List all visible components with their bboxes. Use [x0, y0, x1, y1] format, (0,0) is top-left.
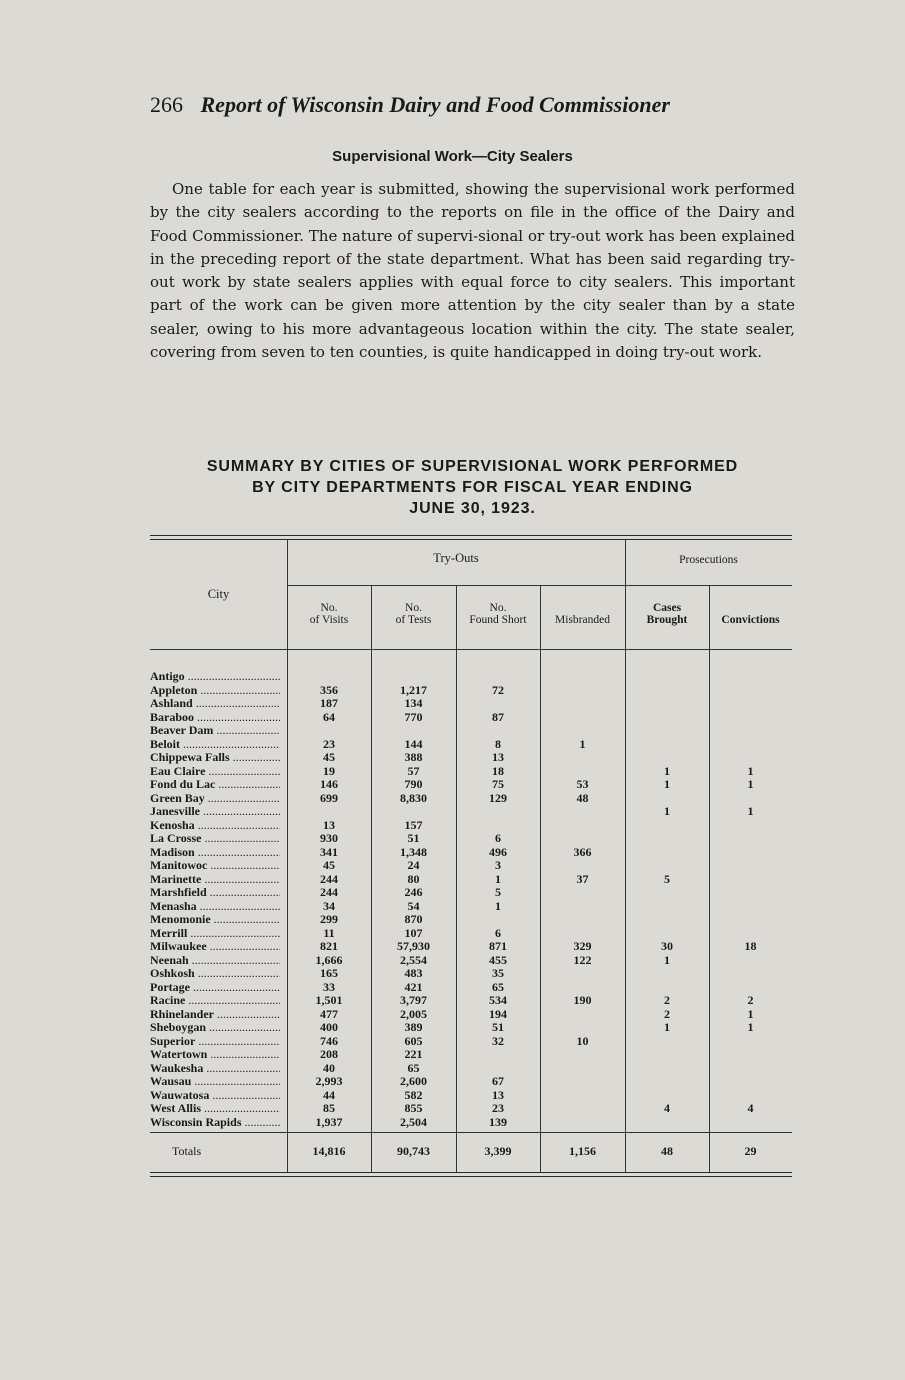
- cell-short: 3: [495, 858, 501, 872]
- cell-short: 18: [492, 763, 504, 778]
- cell-short: 455: [489, 952, 507, 967]
- cell-tests: 483: [404, 966, 423, 980]
- cell-cases: 30: [661, 939, 673, 953]
- header-misbranded: Misbranded: [555, 614, 610, 626]
- cell-cases: 1: [664, 804, 670, 818]
- cell-short: 1: [495, 898, 501, 913]
- cell-visits: 44: [323, 1087, 335, 1102]
- cell-visits: 1,666: [315, 952, 343, 967]
- table-row: [150, 697, 792, 710]
- table-row: [150, 1116, 792, 1129]
- cell-tests: 582: [404, 1087, 423, 1102]
- table-row: [150, 873, 792, 886]
- table-title: [140, 456, 805, 519]
- cell-visits: 64: [323, 709, 335, 724]
- city-name: Ashland .....: [150, 697, 280, 710]
- page-number: 266: [150, 92, 183, 117]
- cell-visits: 45: [323, 750, 335, 764]
- cell-tests: 221: [404, 1047, 423, 1061]
- cell-visits: 13: [323, 817, 335, 832]
- cell-tests: 2,600: [400, 1074, 427, 1088]
- table-title-line-1: SUMMARY BY CITIES OF SUPERVISIONAL WORK PERFORMED: [206, 458, 739, 475]
- cell-visits: 1,937: [315, 1114, 343, 1129]
- table-row: [150, 981, 792, 994]
- cell-short: 13: [492, 750, 504, 764]
- cell-cases: 1: [664, 1020, 670, 1034]
- table-row: [150, 1048, 792, 1061]
- table-row: [150, 805, 792, 818]
- totals-misbranded: 1,156: [569, 1144, 596, 1158]
- cell-misbranded: 37: [576, 871, 589, 886]
- cell-convictions: 18: [744, 939, 757, 953]
- cell-visits: 45: [323, 858, 335, 872]
- header-tryouts: Try-Outs: [433, 551, 479, 565]
- table-row: [150, 940, 792, 953]
- cell-short: 67: [492, 1074, 504, 1088]
- summary-table: [150, 530, 792, 1180]
- cell-tests: 80: [407, 871, 420, 886]
- table-row: [150, 994, 792, 1007]
- cell-tests: 8,830: [400, 790, 427, 805]
- cell-misbranded: 48: [576, 790, 589, 805]
- cell-convictions: 1: [747, 1020, 754, 1034]
- cell-tests: 54: [407, 898, 420, 913]
- cell-cases: 4: [664, 1101, 670, 1115]
- cell-short: 5: [495, 885, 501, 899]
- cell-misbranded: 122: [573, 952, 592, 967]
- cell-tests: 1,348: [400, 844, 427, 859]
- cell-short: 129: [489, 790, 507, 805]
- header-short-line1: No.: [489, 602, 507, 614]
- header-cases: [625, 602, 709, 626]
- table-row: [150, 846, 792, 859]
- cell-tests: 246: [404, 885, 423, 899]
- cell-short: 87: [492, 709, 504, 724]
- table-row: [150, 913, 792, 926]
- city-name: Milwaukee .....: [150, 940, 280, 953]
- city-name: Kenosha .....: [150, 819, 280, 832]
- cell-cases: 5: [664, 871, 670, 886]
- city-name: Janesville .....: [150, 805, 280, 818]
- cell-short: 51: [492, 1020, 504, 1034]
- cell-convictions: 2: [747, 993, 754, 1007]
- cell-visits: 146: [320, 777, 338, 791]
- running-title: Report of Wisconsin Dairy and Food Commissioner: [200, 92, 670, 117]
- city-name: Beloit .....: [150, 738, 280, 751]
- table-row: [150, 684, 792, 697]
- cell-visits: 400: [320, 1020, 338, 1034]
- cell-convictions: 4: [747, 1101, 754, 1115]
- city-name: Wauwatosa .....: [150, 1089, 280, 1102]
- totals-rule: [150, 1132, 792, 1133]
- cell-misbranded: 329: [573, 939, 592, 953]
- cell-visits: 2,993: [315, 1074, 343, 1088]
- table-row: [150, 1075, 792, 1088]
- city-name: Superior .....: [150, 1035, 280, 1048]
- table-row: [150, 954, 792, 967]
- cell-visits: 34: [323, 898, 335, 913]
- cell-short: 35: [492, 966, 504, 980]
- cell-short: 6: [495, 925, 501, 940]
- table-row: [150, 1008, 792, 1021]
- header-visits: [287, 602, 371, 626]
- table-row: [150, 711, 792, 724]
- cell-visits: 85: [323, 1101, 335, 1115]
- city-name: Baraboo .....: [150, 711, 280, 724]
- cell-tests: 855: [404, 1101, 423, 1115]
- table-row: [150, 670, 792, 683]
- body-paragraph: [150, 178, 795, 364]
- top-rule-2: [150, 539, 792, 540]
- cell-tests: 3,797: [400, 993, 427, 1007]
- cell-short: 23: [492, 1101, 504, 1115]
- cell-visits: 821: [320, 939, 338, 953]
- city-name: Merrill .....: [150, 927, 280, 940]
- city-name: Marshfield .....: [150, 886, 280, 899]
- cell-convictions: 1: [747, 763, 754, 778]
- city-name: Marinette .....: [150, 873, 280, 886]
- cell-visits: 699: [320, 790, 338, 805]
- header-prosecutions: Prosecutions: [679, 554, 738, 566]
- bottom-rule-2: [150, 1176, 792, 1177]
- totals-label: Totals: [172, 1144, 202, 1158]
- paragraph-text: One table for each year is submitted, showing the supervisional work performed by the city sealers according to the reports on file in the office of the Dairy and Food Commissioner. The nature of supervi-sional or try-out work has been explained in the preceding report of the state department. What has been said regarding try-out work by state sealers applies with equal force to city sealers. This important part of the work can be given more attention by the city sealer than by a state sealer, owing to his more advantageous location within the city. The state sealer, covering from seven to ten counties, is quite handicapped in doing try-out work.: [150, 180, 795, 362]
- table-row: [150, 886, 792, 899]
- bottom-rule: [150, 1172, 792, 1173]
- cell-tests: 388: [404, 750, 423, 764]
- cell-tests: 107: [404, 925, 423, 940]
- cell-convictions: 1: [747, 777, 754, 791]
- cell-misbranded: 1: [579, 736, 586, 751]
- city-name: La Crosse .....: [150, 832, 280, 845]
- cell-visits: 244: [320, 871, 338, 886]
- table-row: [150, 1089, 792, 1102]
- cell-short: 194: [489, 1006, 507, 1021]
- cell-visits: 930: [320, 831, 338, 845]
- cell-misbranded: 10: [576, 1033, 589, 1048]
- city-name: Racine .....: [150, 994, 280, 1007]
- cell-tests: 65: [407, 1060, 420, 1075]
- header-convictions: Convictions: [721, 614, 780, 626]
- city-name: Menomonie .....: [150, 913, 280, 926]
- cell-convictions: 1: [747, 804, 754, 818]
- cell-tests: 57: [407, 763, 420, 778]
- totals-cases: 48: [661, 1144, 673, 1158]
- cell-tests: 389: [404, 1020, 423, 1034]
- cell-visits: 746: [320, 1033, 338, 1048]
- cell-visits: 19: [323, 763, 335, 778]
- cell-tests: 2,005: [400, 1006, 427, 1021]
- table-row: [150, 900, 792, 913]
- cell-convictions: 1: [747, 1006, 754, 1021]
- table-row: [150, 832, 792, 845]
- cell-tests: 144: [404, 736, 423, 751]
- city-name: Eau Claire .....: [150, 765, 280, 778]
- table-row: [150, 1102, 792, 1115]
- header-rule: [150, 649, 792, 650]
- cell-visits: 23: [323, 736, 335, 751]
- cell-visits: 244: [320, 885, 338, 899]
- cell-short: 534: [489, 993, 507, 1007]
- totals-visits: 14,816: [312, 1144, 346, 1158]
- cell-visits: 11: [323, 925, 335, 940]
- cell-cases: 1: [664, 777, 670, 791]
- cell-visits: 299: [320, 912, 338, 926]
- header-cases-line2: Brought: [646, 614, 688, 626]
- totals-short: 3,399: [484, 1144, 512, 1158]
- header-visits-line2: of Visits: [309, 614, 349, 626]
- city-name: Madison .....: [150, 846, 280, 859]
- city-name: Rhinelander .....: [150, 1008, 280, 1021]
- totals-tests: 90,743: [397, 1144, 430, 1158]
- top-rule: [150, 535, 792, 536]
- city-name: Appleton .....: [150, 684, 280, 697]
- cell-visits: 165: [320, 966, 338, 980]
- table-row: [150, 819, 792, 832]
- table-title-line-3: JUNE 30, 1923.: [409, 500, 536, 517]
- cell-tests: 24: [407, 858, 420, 872]
- cell-tests: 57,930: [397, 939, 430, 953]
- header-tests-line2: of Tests: [395, 614, 432, 626]
- cell-short: 13: [492, 1087, 504, 1102]
- header-cases-line1: Cases: [652, 602, 682, 614]
- header-city: City: [207, 587, 230, 601]
- city-name: Menasha .....: [150, 900, 280, 913]
- table-row: [150, 859, 792, 872]
- cell-short: 72: [492, 682, 504, 697]
- table-row: [150, 738, 792, 751]
- page-header: [150, 92, 670, 118]
- cell-tests: 770: [404, 709, 423, 724]
- cell-short: 6: [495, 831, 501, 845]
- cell-short: 8: [495, 736, 501, 751]
- city-name: Manitowoc .....: [150, 859, 280, 872]
- cell-tests: 2,504: [400, 1114, 427, 1129]
- cell-short: 1: [495, 871, 501, 886]
- cell-tests: 790: [404, 777, 423, 791]
- cell-visits: 33: [323, 979, 335, 994]
- city-name: Chippewa Falls .....: [150, 751, 280, 764]
- city-name: Wisconsin Rapids .....: [150, 1116, 280, 1129]
- cell-cases: 1: [664, 763, 670, 778]
- table-row: [150, 927, 792, 940]
- cell-tests: 421: [404, 979, 423, 994]
- cell-short: 496: [489, 844, 507, 859]
- group-rule: [287, 585, 792, 586]
- cell-visits: 341: [320, 844, 338, 859]
- cell-visits: 40: [323, 1060, 335, 1075]
- totals-convictions: 29: [744, 1144, 757, 1158]
- header-tests-line1: No.: [405, 602, 422, 614]
- table-row: [150, 778, 792, 791]
- header-short-line2: Found Short: [469, 614, 527, 626]
- cell-short: 65: [492, 979, 504, 994]
- table-row: [150, 792, 792, 805]
- cell-cases: 1: [664, 952, 670, 967]
- city-name: Beaver Dam .....: [150, 724, 280, 737]
- table-row: [150, 765, 792, 778]
- cell-visits: 356: [320, 682, 338, 697]
- city-name: Portage .....: [150, 981, 280, 994]
- table-row: [150, 724, 792, 737]
- cell-misbranded: 53: [576, 777, 589, 791]
- cell-visits: 477: [320, 1006, 338, 1021]
- cell-short: 75: [492, 777, 504, 791]
- cell-tests: 2,554: [400, 952, 427, 967]
- cell-tests: 870: [404, 912, 423, 926]
- cell-tests: 51: [407, 831, 420, 845]
- table-row: [150, 1035, 792, 1048]
- header-found-short: [456, 602, 540, 626]
- table-row: [150, 967, 792, 980]
- cell-short: 871: [489, 939, 507, 953]
- cell-tests: 1,217: [400, 682, 427, 697]
- city-name: West Allis .....: [150, 1102, 280, 1115]
- table-title-line-2: BY CITY DEPARTMENTS FOR FISCAL YEAR ENDING: [252, 479, 693, 496]
- cell-misbranded: 366: [573, 844, 592, 859]
- city-name: Oshkosh .....: [150, 967, 280, 980]
- header-tests: [371, 602, 456, 626]
- city-name: Waukesha .....: [150, 1062, 280, 1075]
- cell-tests: 134: [404, 696, 423, 710]
- table-row: [150, 751, 792, 764]
- city-name: Watertown .....: [150, 1048, 280, 1061]
- cell-short: 139: [489, 1114, 507, 1129]
- city-name: Fond du Lac .....: [150, 778, 280, 791]
- cell-short: 32: [492, 1033, 504, 1048]
- cell-tests: 157: [404, 817, 423, 832]
- cell-tests: 605: [404, 1033, 423, 1048]
- city-name: Sheboygan .....: [150, 1021, 280, 1034]
- section-title: Supervisional Work—City Sealers: [332, 148, 573, 165]
- city-name: Antigo .....: [150, 670, 280, 683]
- cell-misbranded: 190: [573, 993, 592, 1007]
- table-row: [150, 1021, 792, 1034]
- cell-visits: 187: [320, 696, 338, 710]
- cell-visits: 1,501: [315, 993, 343, 1007]
- cell-visits: 208: [320, 1047, 338, 1061]
- city-name: Wausau .....: [150, 1075, 280, 1088]
- table-row: [150, 1062, 792, 1075]
- header-visits-line1: No.: [320, 602, 338, 614]
- city-name: Green Bay .....: [150, 792, 280, 805]
- cell-cases: 2: [664, 993, 670, 1007]
- cell-cases: 2: [664, 1006, 670, 1021]
- city-name: Neenah .....: [150, 954, 280, 967]
